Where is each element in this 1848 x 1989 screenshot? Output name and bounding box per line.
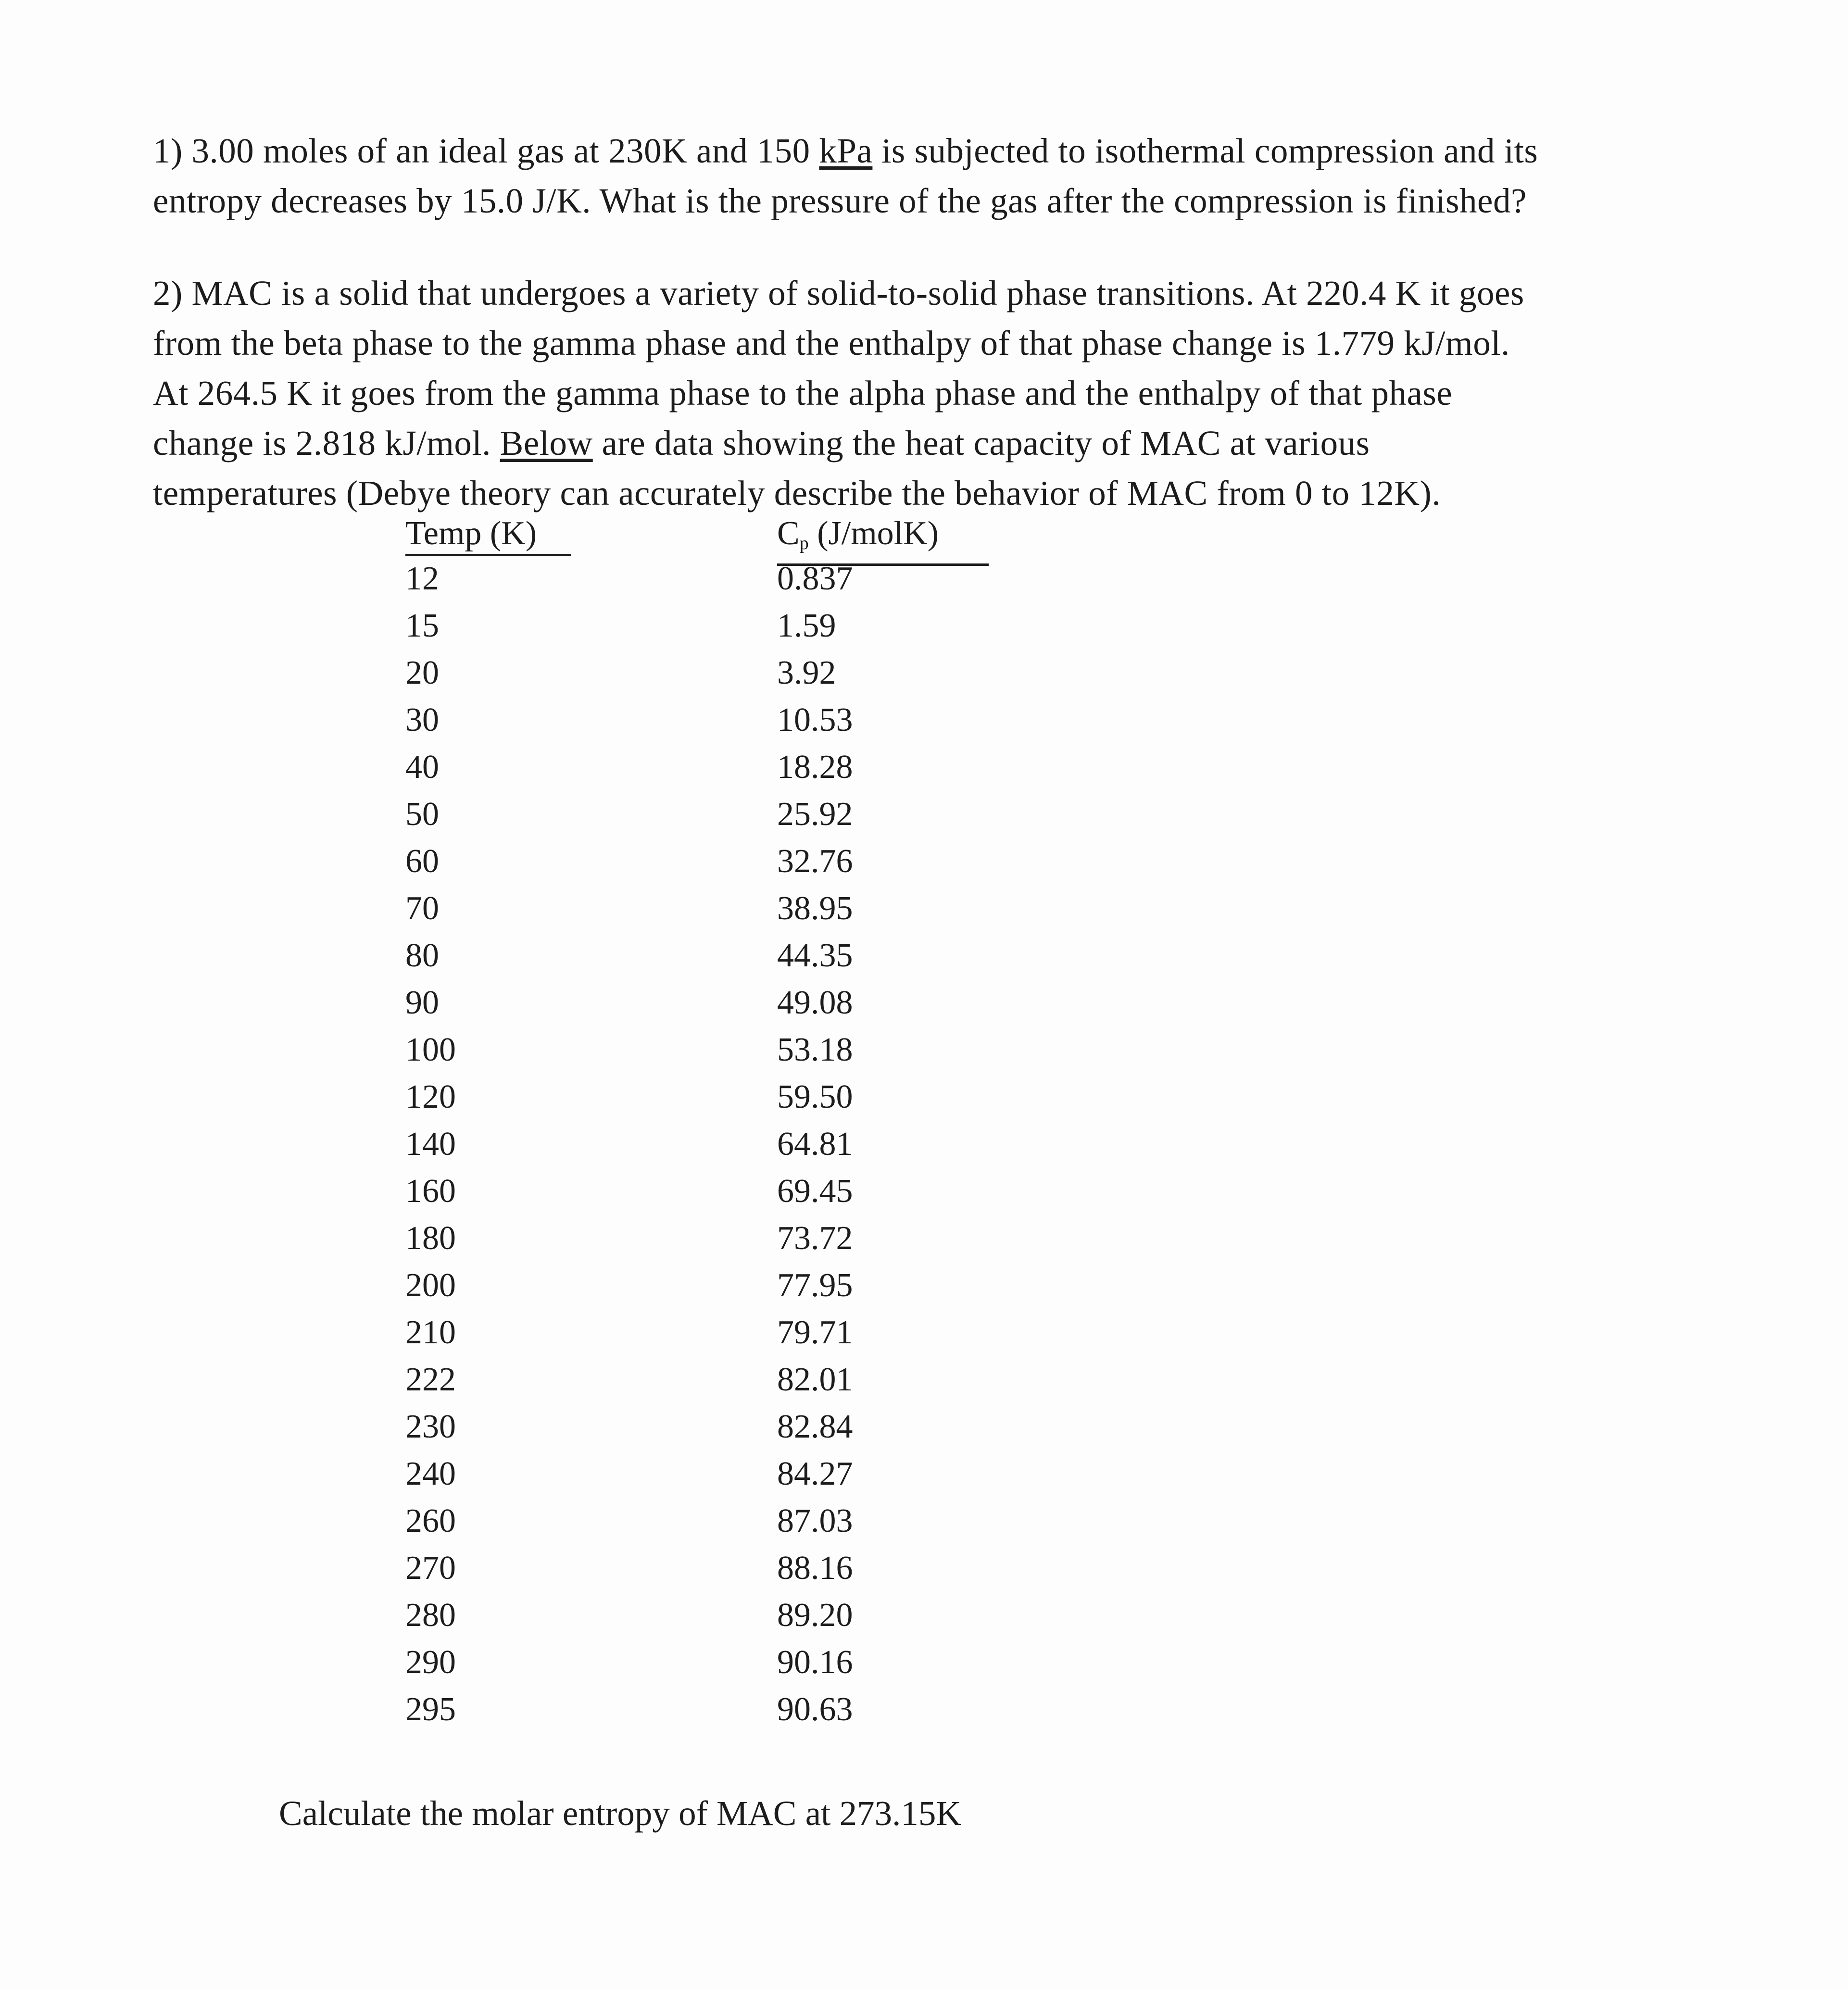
temp-cell: 280 <box>405 1597 456 1634</box>
temp-cell: 15 <box>405 607 439 644</box>
temp-cell: 90 <box>405 984 439 1021</box>
temp-cell: 70 <box>405 890 439 927</box>
table-row <box>405 889 1031 937</box>
problem-2-line-4: change is 2.818 kJ/mol. Below are data showing the heat capacity of MAC at various <box>153 424 1370 463</box>
header-cp: $C_p$ (J/molK) <box>777 513 989 566</box>
table-row <box>405 937 1031 984</box>
table-row <box>405 1408 1031 1455</box>
cp-cell: 87.03 <box>777 1502 853 1539</box>
cp-cell: 1.59 <box>777 607 836 644</box>
unit-kpa: kPa <box>819 131 873 170</box>
cp-cell: 3.92 <box>777 654 836 691</box>
problem-2-line-3: At 264.5 K it goes from the gamma phase to the alpha phase and the enthalpy of that phase <box>153 374 1453 413</box>
temp-cell: 20 <box>405 654 439 691</box>
cp-cell: 59.50 <box>777 1078 853 1115</box>
cp-cell: 82.84 <box>777 1408 853 1445</box>
temp-cell: 180 <box>405 1220 456 1257</box>
word-below: Below <box>500 424 593 463</box>
temp-cell: 40 <box>405 749 439 786</box>
table-row <box>405 1125 1031 1172</box>
table-row <box>405 1596 1031 1643</box>
problem-1-line-1: 1) 3.00 moles of an ideal gas at 230K and 150 kPa is subjected to isothermal compression and its <box>153 131 1538 170</box>
temp-cell: 30 <box>405 701 439 738</box>
problem-2-line-2: from the beta phase to the gamma phase and the enthalpy of that phase change is 1.779 kJ/mol. <box>153 324 1510 363</box>
cp-cell: 49.08 <box>777 984 853 1021</box>
table-row <box>405 1549 1031 1596</box>
cp-cell: 89.20 <box>777 1597 853 1634</box>
table-row <box>405 795 1031 842</box>
temp-cell: 140 <box>405 1126 456 1163</box>
temp-cell: 222 <box>405 1361 456 1398</box>
temp-cell: 50 <box>405 796 439 833</box>
temp-cell: 210 <box>405 1314 456 1351</box>
cp-cell: 77.95 <box>777 1267 853 1304</box>
cp-cell: 10.53 <box>777 701 853 738</box>
cp-cell: 64.81 <box>777 1126 853 1163</box>
table-row <box>405 1690 1031 1738</box>
cp-cell: 82.01 <box>777 1361 853 1398</box>
temp-cell: 80 <box>405 937 439 974</box>
cp-cell: 0.837 <box>777 560 853 597</box>
temp-cell: 120 <box>405 1078 456 1115</box>
temp-cell: 160 <box>405 1173 456 1210</box>
question-text: Calculate the molar entropy of MAC at 273.15K <box>279 1794 962 1833</box>
problem-2-line-1: 2) MAC is a solid that undergoes a variety of solid-to-solid phase transitions. At 220.4 K it goes <box>153 274 1524 313</box>
cp-cell: 32.76 <box>777 843 853 880</box>
table-row <box>405 1643 1031 1690</box>
cp-cell: 90.16 <box>777 1644 853 1681</box>
table-row <box>405 1361 1031 1408</box>
table-row <box>405 1455 1031 1502</box>
cp-cell: 84.27 <box>777 1455 853 1492</box>
temp-cell: 200 <box>405 1267 456 1304</box>
table-row <box>405 748 1031 795</box>
table-row <box>405 1031 1031 1078</box>
cp-cell: 38.95 <box>777 890 853 927</box>
table-row <box>405 1266 1031 1313</box>
cp-cell: 90.63 <box>777 1691 853 1728</box>
table-row <box>405 1313 1031 1361</box>
temp-cell: 260 <box>405 1502 456 1539</box>
temp-cell: 12 <box>405 560 439 597</box>
cp-cell: 18.28 <box>777 749 853 786</box>
problem-2 <box>153 268 1524 518</box>
cp-cell: 44.35 <box>777 937 853 974</box>
table-row <box>405 1219 1031 1266</box>
cp-cell: 53.18 <box>777 1031 853 1068</box>
table-row <box>405 1172 1031 1219</box>
table-row <box>405 560 1031 607</box>
temp-cell: 270 <box>405 1550 456 1587</box>
temp-cell: 240 <box>405 1455 456 1492</box>
table-row <box>405 842 1031 889</box>
table-row <box>405 1078 1031 1125</box>
table-row <box>405 607 1031 654</box>
table-row <box>405 701 1031 748</box>
header-temp: Temp (K) <box>405 513 571 556</box>
temp-cell: 60 <box>405 843 439 880</box>
problem-1 <box>153 126 1538 226</box>
temp-cell: 100 <box>405 1031 456 1068</box>
temp-cell: 295 <box>405 1691 456 1728</box>
cp-cell: 88.16 <box>777 1550 853 1587</box>
table-row <box>405 654 1031 701</box>
cp-cell: 79.71 <box>777 1314 853 1351</box>
table-row <box>405 1502 1031 1549</box>
problem-1-line-2: entropy decreases by 15.0 J/K. What is the pressure of the gas after the compression is finished? <box>153 181 1527 220</box>
table-row <box>405 984 1031 1031</box>
cp-cell: 73.72 <box>777 1220 853 1257</box>
temp-cell: 290 <box>405 1644 456 1681</box>
problem-2-line-5: temperatures (Debye theory can accurately describe the behavior of MAC from 0 to 12K). <box>153 474 1441 513</box>
temp-cell: 230 <box>405 1408 456 1445</box>
cp-cell: 25.92 <box>777 796 853 833</box>
cp-cell: 69.45 <box>777 1173 853 1210</box>
